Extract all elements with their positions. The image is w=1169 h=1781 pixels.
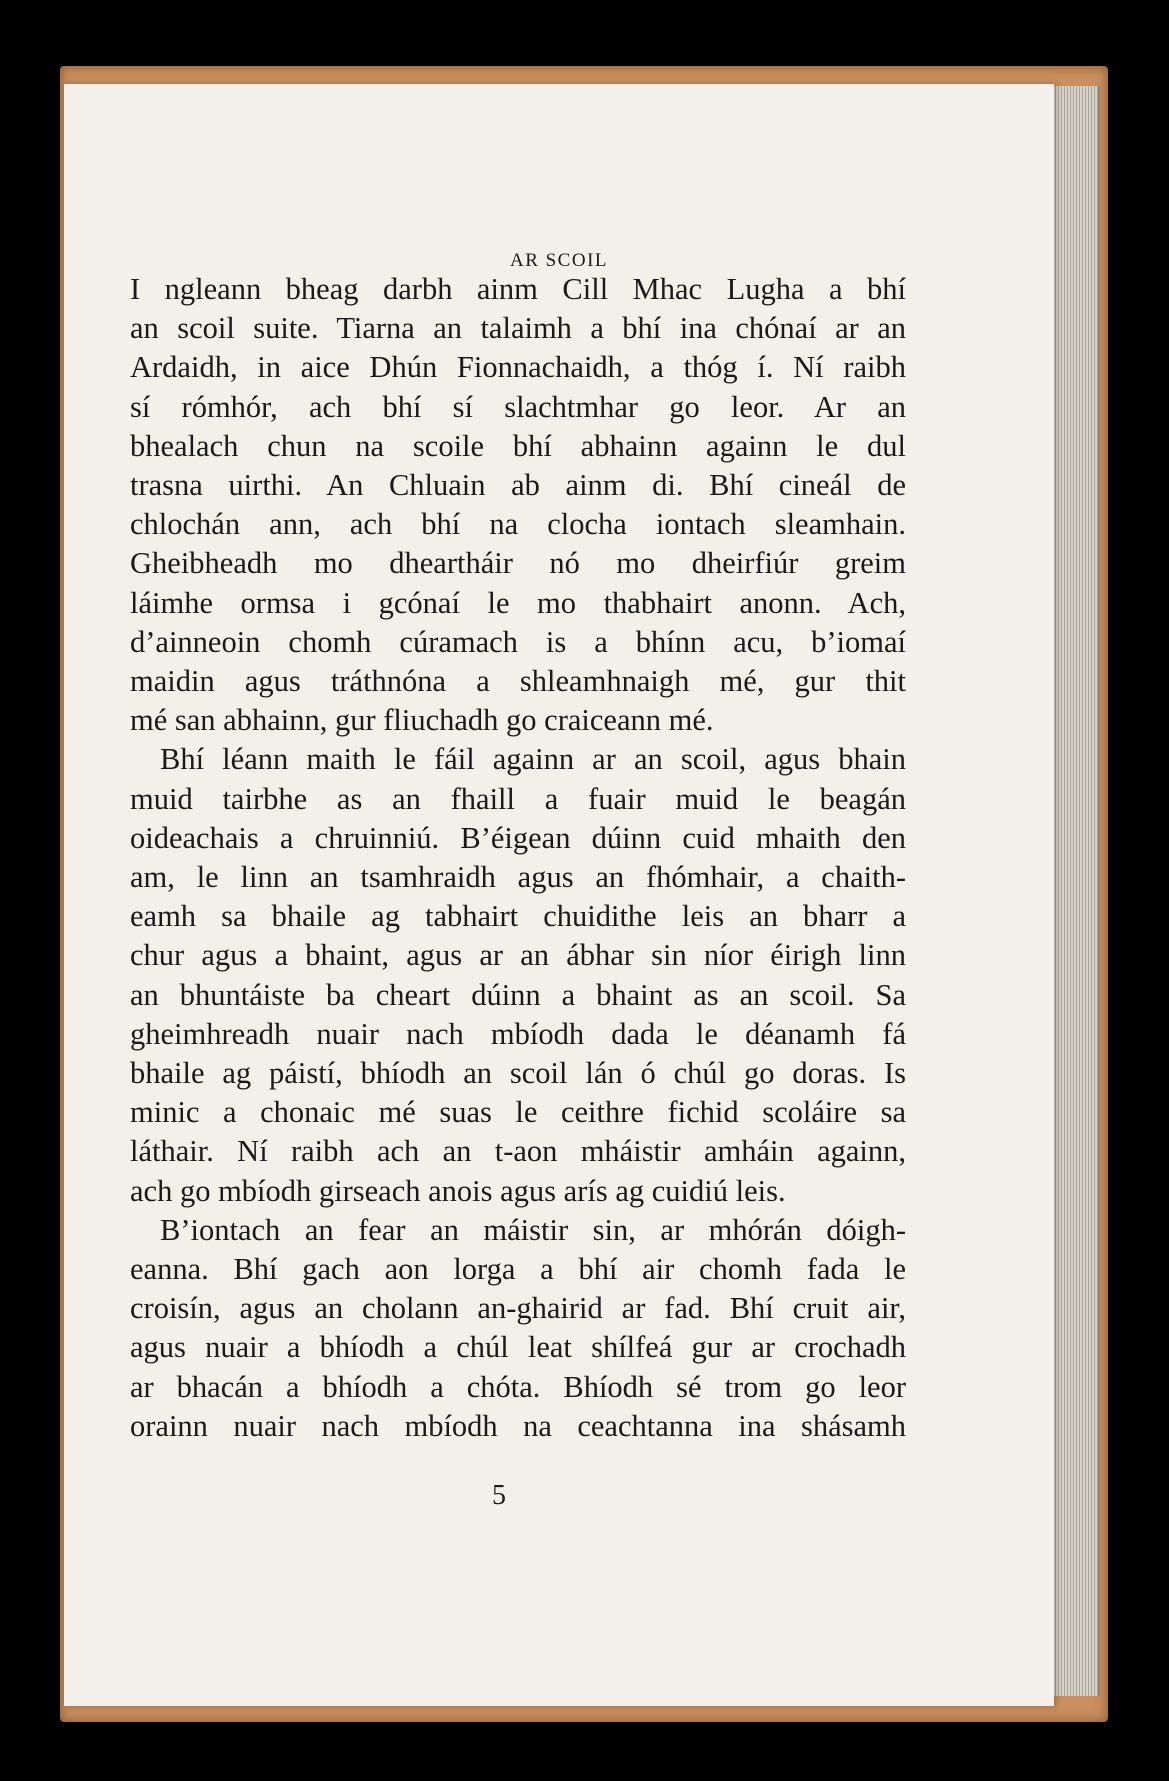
- page-number: 5: [492, 1480, 506, 1511]
- text-line: láimhe ormsa i gcónaí le mo thabhairt anonn. Ach,: [130, 585, 906, 620]
- text-line: eamh sa bhaile ag tabhairt chuidithe leis an bharr a: [130, 899, 906, 934]
- text-line: ach go mbíodh girseach anois agus arís ag cuidiú leis.: [130, 1173, 786, 1208]
- text-line: croisín, agus an cholann an-ghairid ar fad. Bhí cruit air,: [130, 1291, 906, 1326]
- text-line: chur agus a bhaint, agus ar an ábhar sin níor éirigh linn: [130, 938, 906, 973]
- text-line: láthair. Ní raibh ach an t-aon mháistir amháin againn,: [130, 1134, 906, 1169]
- text-line: mé san abhainn, gur fliuchadh go craiceann mé.: [130, 703, 714, 738]
- text-line: Ardaidh, in aice Dhún Fionnachaidh, a thóg í. Ní raibh: [130, 350, 906, 385]
- page-edges: [1050, 86, 1100, 1696]
- paragraph-2: [130, 740, 906, 1210]
- text-line: ar bhacán a bhíodh a chóta. Bhíodh sé trom go leor: [130, 1369, 906, 1404]
- text-line: muid tairbhe as an fhaill a fuair muid le beagán: [130, 781, 906, 816]
- running-head: AR SCOIL: [509, 250, 609, 271]
- text-line: bhaile ag páistí, bhíodh an scoil lán ó chúl go doras. Is: [130, 1056, 906, 1091]
- body-text: [130, 270, 906, 1446]
- text-line: I ngleann bheag darbh ainm Cill Mhac Lugha a bhí: [130, 272, 906, 306]
- text-line: chlochán ann, ach bhí na clocha iontach sleamhain.: [130, 507, 906, 542]
- text-line: minic a chonaic mé suas le ceithre fichid scoláire sa: [130, 1095, 906, 1130]
- text-line: Bhí léann maith le fáil againn ar an scoil, agus bhain: [160, 742, 906, 777]
- text-line: sí rómhór, ach bhí sí slachtmhar go leor. Ar an: [130, 389, 906, 424]
- text-line: oideachais a chruinniú. B’éigean dúinn cuid mhaith den: [130, 820, 906, 855]
- text-line: eanna. Bhí gach aon lorga a bhí air chomh fada le: [130, 1252, 906, 1287]
- text-line: trasna uirthi. An Chluain ab ainm di. Bhí cineál de: [130, 468, 906, 503]
- text-line: gheimhreadh nuair nach mbíodh dada le déanamh fá: [130, 1016, 906, 1051]
- text-line: am, le linn an tsamhraidh agus an fhómhair, a chaith-: [130, 860, 906, 895]
- text-line: orainn nuair nach mbíodh na ceachtanna ina shásamh: [130, 1408, 906, 1443]
- text-line: d’ainneoin chomh cúramach is a bhínn acu, b’iomaí: [130, 624, 906, 659]
- text-line: Gheibheadh mo dheartháir nó mo dheirfiúr greim: [130, 546, 906, 581]
- text-line: an bhuntáiste ba cheart dúinn a bhaint as an scoil. Sa: [130, 977, 906, 1012]
- paragraph-3: [130, 1211, 906, 1446]
- book-page: [64, 84, 1054, 1706]
- text-line: maidin agus tráthnóna a shleamhnaigh mé, gur thit: [130, 664, 906, 699]
- text-line: B’iontach an fear an máistir sin, ar mhórán dóigh-: [160, 1212, 906, 1247]
- paragraph-1: [130, 270, 906, 740]
- text-line: agus nuair a bhíodh a chúl leat shílfeá gur ar crochadh: [130, 1330, 906, 1365]
- text-line: an scoil suite. Tiarna an talaimh a bhí ina chónaí ar an: [130, 311, 906, 346]
- text-line: bhealach chun na scoile bhí abhainn againn le dul: [130, 428, 906, 463]
